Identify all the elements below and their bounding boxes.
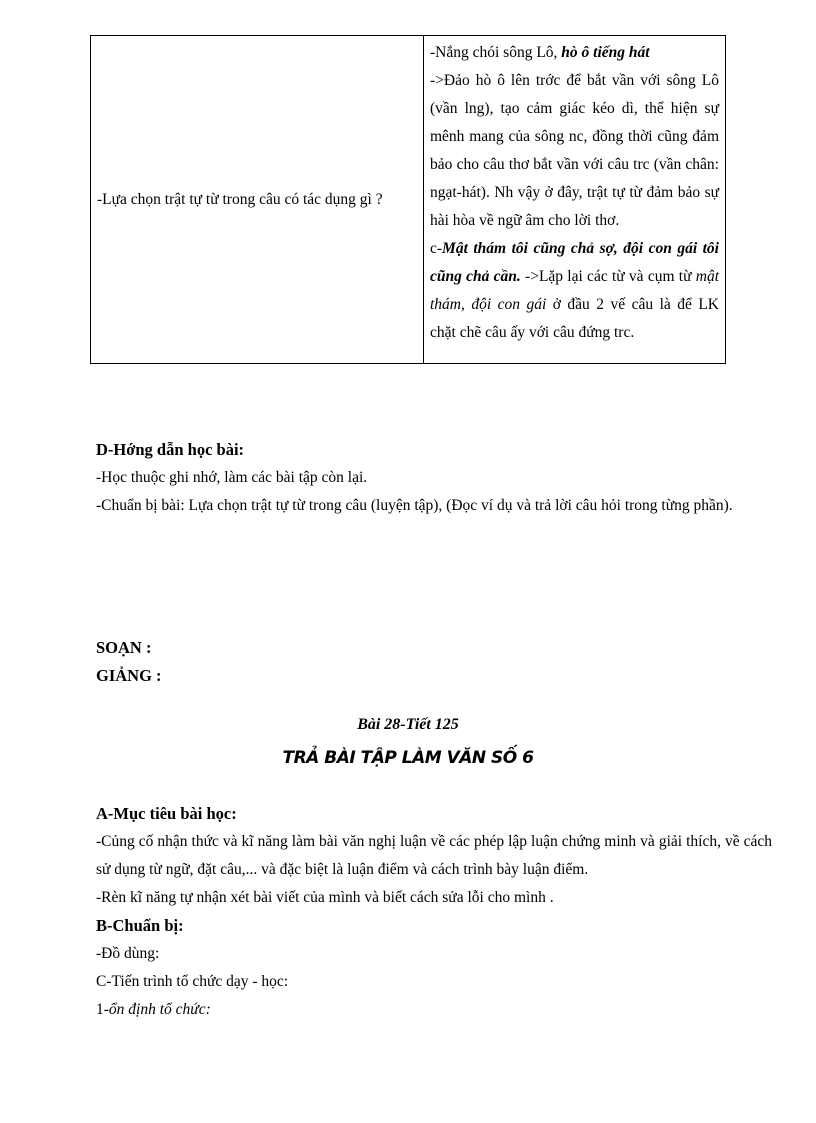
guide-line-1: -Học thuộc ghi nhớ, làm các bài tập còn lại. bbox=[96, 469, 368, 486]
lesson-subtitle-row bbox=[0, 716, 816, 734]
prep-line-2: C-Tiến trình tổ chức dạy - học: bbox=[96, 973, 289, 990]
guide-heading: D-Hớng dẫn học bài: bbox=[96, 440, 245, 459]
objectives-line-2: -Rèn kĩ năng tự nhận xét bài viết của mình và biết cách sửa lỗi cho mình . bbox=[96, 889, 554, 906]
prep-line-1: -Đồ dùng: bbox=[96, 945, 160, 962]
objectives-heading: A-Mục tiêu bài học: bbox=[96, 804, 237, 823]
table-row bbox=[91, 36, 726, 364]
lesson-subtitle: Bài 28-Tiết 125 bbox=[357, 716, 459, 733]
lesson-table bbox=[90, 35, 726, 364]
objectives-section bbox=[96, 800, 772, 1024]
meta-section bbox=[96, 634, 396, 690]
objectives-line-1: -Củng cố nhận thức và kĩ năng làm bài văn nghị luận về các phép lập luận chứng minh và giải thích, về cách sử dụng từ ngữ, đặt câu,... và đặc biệt là luận điểm và cách trình bày luận điểm. bbox=[96, 833, 772, 878]
answer-cell bbox=[424, 36, 726, 364]
answer-paragraph: ->Đảo hò ô lên trớc để bắt vần với sông Lô (vần lng), tạo cảm giác kéo dì, thể hiện sự mênh mang của sông nc, đồng thời cũng đảm bảo cho câu thơ bắt vần với câu trc (vần chân: ngạt-hát). Nh vậy ở đây, trật tự từ đảm bảo sự hài hòa về ngữ âm cho lời thơ. bbox=[430, 72, 719, 229]
prep-heading: B-Chuẩn bị: bbox=[96, 916, 184, 935]
answer-c-paragraph: c-Mật thám tôi cũng chả sợ, đội con gái tôi cũng chả cần. ->Lặp lại các từ và cụm từ mật thám, đội con gái ở đầu 2 vế câu là để LK chặt chẽ câu ấy với câu đứng trc. bbox=[430, 240, 719, 341]
lesson-title-row bbox=[0, 748, 816, 768]
lesson-title: TRẢ BÀI TẬP LÀM VĂN SỐ 6 bbox=[282, 748, 534, 768]
prep-line-3: 1-ổn định tổ chức: bbox=[96, 1001, 211, 1018]
question-cell: -Lựa chọn trật tự từ trong câu có tác dụng gì ? bbox=[91, 36, 424, 364]
guide-section bbox=[96, 436, 772, 520]
soan-label: SOẠN : bbox=[96, 638, 152, 657]
answer-line-1: -Nắng chói sông Lô, hò ô tiếng hát bbox=[430, 44, 650, 61]
giang-label: GIẢNG : bbox=[96, 666, 162, 685]
guide-line-2: -Chuẩn bị bài: Lựa chọn trật tự từ trong câu (luyện tập), (Đọc ví dụ và trả lời câu hỏi trong từng phần). bbox=[96, 497, 733, 514]
